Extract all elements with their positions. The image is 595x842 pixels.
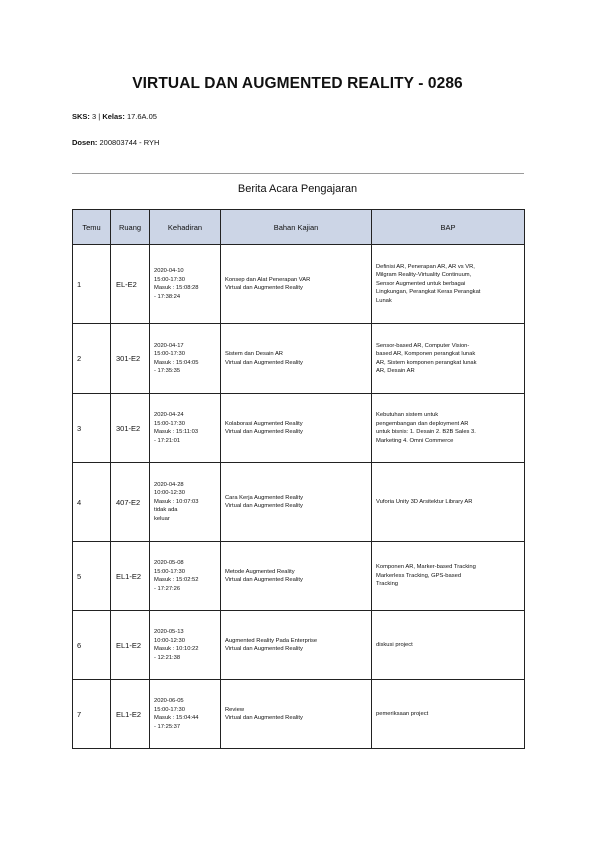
divider-rule xyxy=(72,173,524,174)
cell-bahan-kajian xyxy=(221,394,372,463)
cell-bap xyxy=(372,542,525,611)
cell-bahan-kajian xyxy=(221,680,372,749)
cell-kehadiran-line: keluar xyxy=(154,515,170,522)
table-row xyxy=(73,542,525,611)
cell-kehadiran-line: 15:00-17:30 xyxy=(154,568,185,575)
cell-ruang: EL1-E2 xyxy=(111,680,150,749)
cell-ruang: EL-E2 xyxy=(111,245,150,324)
cell-temu: 6 xyxy=(73,611,111,680)
cell-bap-line: Sensor Augmented untuk berbagai xyxy=(376,280,466,287)
cell-kehadiran-line: 15:00-17:30 xyxy=(154,420,185,427)
cell-kehadiran-line: tidak ada xyxy=(154,507,178,514)
cell-bap-line: Markerless Tracking, GPS-based xyxy=(376,572,462,579)
header-bap: BAP xyxy=(372,210,525,245)
cell-kehadiran-line: 2020-06-05 xyxy=(154,698,184,704)
cell-bahan-kajian-line: Virtual dan Augmented Reality xyxy=(225,359,303,366)
section-title: Berita Acara Pengajaran xyxy=(237,183,358,195)
cell-bahan-kajian-line: Cara Kerja Augmented Reality xyxy=(225,494,303,501)
cell-bap-line: pemeriksaan project xyxy=(376,710,429,717)
sks-kelas-line xyxy=(72,112,157,121)
cell-kehadiran-line: - 17:35:35 xyxy=(154,368,181,374)
cell-kehadiran-line: 2020-05-13 xyxy=(154,629,184,635)
cell-kehadiran xyxy=(150,611,221,680)
cell-ruang: 407-E2 xyxy=(111,463,150,542)
cell-bahan-kajian-line: Review xyxy=(225,706,245,713)
cell-kehadiran xyxy=(150,245,221,324)
cell-temu: 7 xyxy=(73,680,111,749)
cell-bap-line: Definisi AR, Penerapan AR, AR vs VR, xyxy=(376,263,475,270)
cell-kehadiran-line: - 17:21:01 xyxy=(154,437,181,444)
cell-bahan-kajian-line: Kolaborasi Augmented Reality xyxy=(225,420,303,427)
cell-bap-line: AR, Desain AR xyxy=(376,368,415,374)
cell-bap-line: Marketing 4. Omni Commerce xyxy=(376,437,454,444)
cell-kehadiran-line: Masuk : 15:04:05 xyxy=(154,359,199,366)
cell-bap xyxy=(372,611,525,680)
table-header-row xyxy=(73,210,525,245)
cell-bap-line: diskusi project xyxy=(376,641,413,648)
cell-ruang: 301-E2 xyxy=(111,394,150,463)
cell-kehadiran-line: Masuk : 10:07:03 xyxy=(154,498,199,505)
cell-bap xyxy=(372,680,525,749)
cell-bap xyxy=(372,394,525,463)
cell-bahan-kajian-line: Virtual dan Augmented Reality xyxy=(225,429,303,435)
header-kehadiran: Kehadiran xyxy=(150,210,221,245)
cell-bahan-kajian xyxy=(221,324,372,394)
cell-bahan-kajian xyxy=(221,542,372,611)
cell-kehadiran-line: Masuk : 15:11:03 xyxy=(154,429,199,435)
cell-bahan-kajian xyxy=(221,245,372,324)
cell-kehadiran-line: - 12:21:38 xyxy=(154,654,181,661)
cell-ruang: EL1-E2 xyxy=(111,542,150,611)
meta-separator: | xyxy=(98,112,101,121)
cell-kehadiran-line: 2020-04-17 xyxy=(154,342,184,349)
cell-kehadiran xyxy=(150,394,221,463)
cell-bap xyxy=(372,324,525,394)
cell-kehadiran-line: Masuk : 10:10:22 xyxy=(154,646,199,652)
cell-bap-line: Kebutuhan sistem untuk xyxy=(376,412,439,418)
cell-kehadiran-line: 15:00-17:30 xyxy=(154,706,185,713)
cell-bahan-kajian-line: Augmented Reality Pada Enterprise xyxy=(225,637,318,644)
cell-temu: 2 xyxy=(73,324,111,394)
cell-bahan-kajian-line: Sistem dan Desain AR xyxy=(225,351,283,357)
cell-bahan-kajian-line: Virtual dan Augmented Reality xyxy=(225,577,303,583)
kelas-value: 17.6A.05 xyxy=(126,112,157,121)
cell-kehadiran-line: 15:00-17:30 xyxy=(154,351,185,357)
cell-bahan-kajian-line: Virtual dan Augmented Reality xyxy=(225,285,303,291)
table-row xyxy=(73,680,525,749)
cell-bahan-kajian-line: Konsep dan Alat Penerapan VAR xyxy=(225,276,311,283)
cell-kehadiran-line: 2020-05-08 xyxy=(154,560,184,566)
cell-bahan-kajian xyxy=(221,611,372,680)
sks-label: SKS: xyxy=(72,112,90,121)
table-row xyxy=(73,611,525,680)
cell-temu: 1 xyxy=(73,245,111,324)
cell-bap-line: Komponen AR, Marker-based Tracking xyxy=(376,564,476,571)
cell-kehadiran-line: 2020-04-10 xyxy=(154,268,184,274)
sks-value: 3 xyxy=(92,112,97,121)
header-ruang: Ruang xyxy=(111,210,150,245)
cell-kehadiran-line: - 17:38:24 xyxy=(154,293,181,300)
dosen-line xyxy=(72,138,159,147)
cell-bap-line: Lingkungan, Perangkat Keras Perangkat xyxy=(376,289,481,296)
cell-kehadiran-line: 2020-04-28 xyxy=(154,481,184,488)
cell-kehadiran xyxy=(150,324,221,394)
dosen-value: 200803744 - RYH xyxy=(99,138,160,147)
cell-bahan-kajian-line: Virtual dan Augmented Reality xyxy=(225,503,303,509)
cell-bahan-kajian-line: Virtual dan Augmented Reality xyxy=(225,715,303,721)
cell-bap xyxy=(372,463,525,542)
page-title: VIRTUAL DAN AUGMENTED REALITY - 0286 xyxy=(132,75,463,92)
cell-kehadiran-line: 15:00-17:30 xyxy=(154,276,185,283)
cell-bap-line: Sensor-based AR, Computer Vision- xyxy=(376,342,470,349)
kelas-label: Kelas: xyxy=(102,112,125,121)
table-body xyxy=(73,245,525,749)
cell-bap-line: Tracking xyxy=(376,581,399,588)
table-row xyxy=(73,245,525,324)
header-bahan-kajian: Bahan Kajian xyxy=(221,210,372,245)
cell-bahan-kajian-line: Metode Augmented Reality xyxy=(225,568,295,575)
bap-table xyxy=(72,209,525,749)
table-row xyxy=(73,394,525,463)
cell-temu: 5 xyxy=(73,542,111,611)
cell-kehadiran-line: - 17:27:26 xyxy=(154,585,181,592)
cell-bap-line: untuk bisnis: 1. Desain 2. B2B Sales 3. xyxy=(376,429,476,435)
dosen-label: Dosen: xyxy=(72,138,98,147)
cell-bahan-kajian xyxy=(221,463,372,542)
cell-kehadiran-line: - 17:25:37 xyxy=(154,723,181,730)
cell-kehadiran-line: Masuk : 15:04:44 xyxy=(154,715,199,721)
table-row xyxy=(73,463,525,542)
cell-kehadiran xyxy=(150,542,221,611)
cell-bap-line: Milgram Reality-Virtuality Continuum, xyxy=(376,272,472,279)
cell-temu: 4 xyxy=(73,463,111,542)
cell-bap-line: AR, Sistem komponen perangkat lunak xyxy=(376,359,477,366)
cell-bap-line: pengembangan dan deployment AR xyxy=(376,420,469,427)
cell-bap-line: based AR, Komponen perangkat lunak xyxy=(376,351,476,357)
cell-temu: 3 xyxy=(73,394,111,463)
cell-ruang: 301-E2 xyxy=(111,324,150,394)
cell-kehadiran-line: 2020-04-24 xyxy=(154,412,184,418)
cell-kehadiran-line: Masuk : 15:08:28 xyxy=(154,285,199,291)
cell-bap-line: Lunak xyxy=(376,297,392,304)
header-temu: Temu xyxy=(73,210,111,245)
cell-kehadiran-line: Masuk : 15:02:52 xyxy=(154,577,199,583)
cell-ruang: EL1-E2 xyxy=(111,611,150,680)
cell-bahan-kajian-line: Virtual dan Augmented Reality xyxy=(225,646,303,652)
table-row xyxy=(73,324,525,394)
cell-kehadiran-line: 10:00-12:30 xyxy=(154,490,185,497)
cell-kehadiran-line: 10:00-12:30 xyxy=(154,637,185,644)
cell-kehadiran xyxy=(150,680,221,749)
cell-bap-line: Vuforia Unity 3D Arsitektur Library AR xyxy=(376,498,473,505)
cell-bap xyxy=(372,245,525,324)
cell-kehadiran xyxy=(150,463,221,542)
